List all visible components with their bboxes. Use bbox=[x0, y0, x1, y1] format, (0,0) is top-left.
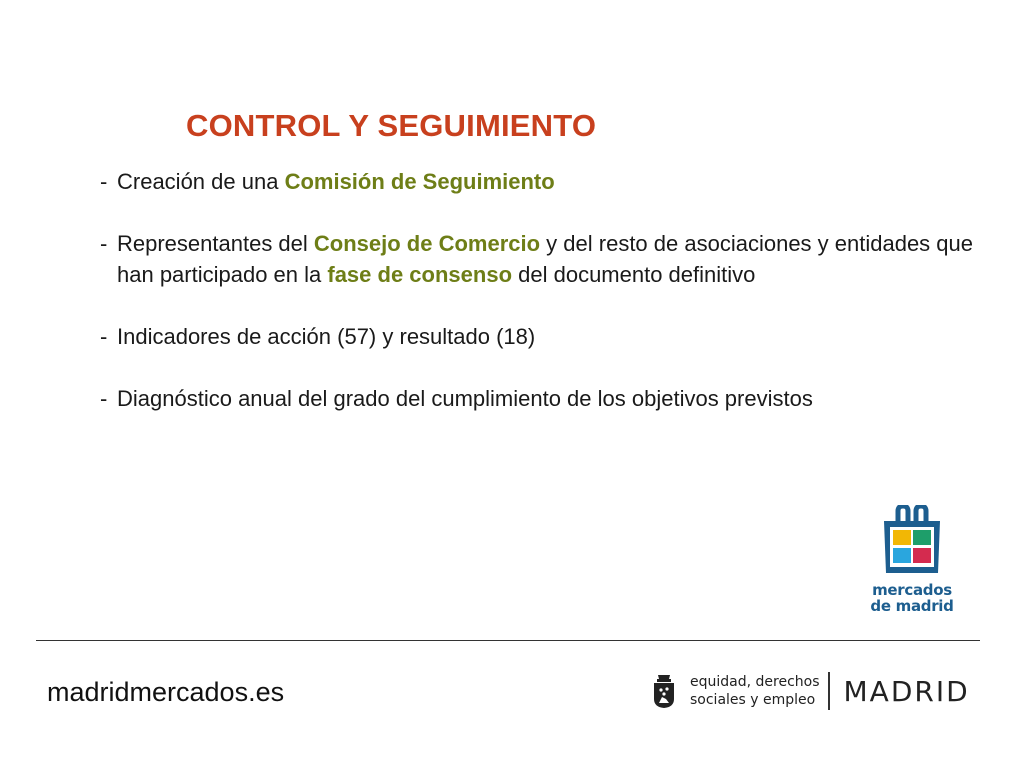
bullet-list bbox=[100, 166, 980, 414]
logo-text-line2: de madrid bbox=[870, 597, 954, 615]
bullet-text: Indicadores de acción (57) y resultado (18) bbox=[117, 324, 536, 349]
bullet-item bbox=[100, 321, 980, 352]
bullet-dash: - bbox=[100, 324, 108, 349]
madrid-coat-of-arms-icon bbox=[652, 673, 676, 709]
shopping-bag-icon bbox=[862, 505, 962, 577]
slide-title: CONTROL Y SEGUIMIENTO bbox=[186, 108, 597, 143]
highlight-text: Consejo de Comercio bbox=[313, 231, 541, 256]
bullet-dash: - bbox=[100, 169, 108, 194]
logo-text-line1: mercados bbox=[872, 581, 952, 599]
mercados-de-madrid-logo bbox=[862, 505, 962, 614]
department-line2: sociales y empleo bbox=[690, 692, 816, 708]
department-line1: equidad, derechos bbox=[690, 674, 820, 690]
yellow-square bbox=[893, 530, 911, 545]
website-url: madridmercados.es bbox=[47, 677, 285, 707]
city-name: MADRID bbox=[843, 674, 970, 708]
bullet-text: Creación de una bbox=[117, 169, 285, 194]
bullet-text: del documento definitivo bbox=[512, 262, 756, 287]
bullet-dash: - bbox=[100, 386, 108, 411]
bullet-item bbox=[100, 228, 980, 290]
footer-divider bbox=[36, 640, 980, 641]
bullet-item bbox=[100, 383, 980, 414]
green-square bbox=[913, 530, 931, 545]
highlight-text: fase de consenso bbox=[327, 262, 513, 287]
department-name bbox=[690, 673, 820, 709]
red-square bbox=[913, 548, 931, 563]
bullet-text: Representantes del bbox=[117, 231, 314, 256]
bullet-text: y del resto de asociaciones y entidades que han participado en la bbox=[117, 231, 974, 287]
bullet-item bbox=[100, 166, 980, 197]
branding-separator bbox=[828, 672, 830, 710]
bullet-text: Diagnóstico anual del grado del cumplimiento de los objetivos previstos bbox=[117, 386, 813, 411]
blue-square bbox=[893, 548, 911, 563]
bullet-dash: - bbox=[100, 231, 108, 256]
city-council-branding bbox=[652, 668, 970, 714]
highlight-text: Comisión de Seguimiento bbox=[284, 169, 555, 194]
